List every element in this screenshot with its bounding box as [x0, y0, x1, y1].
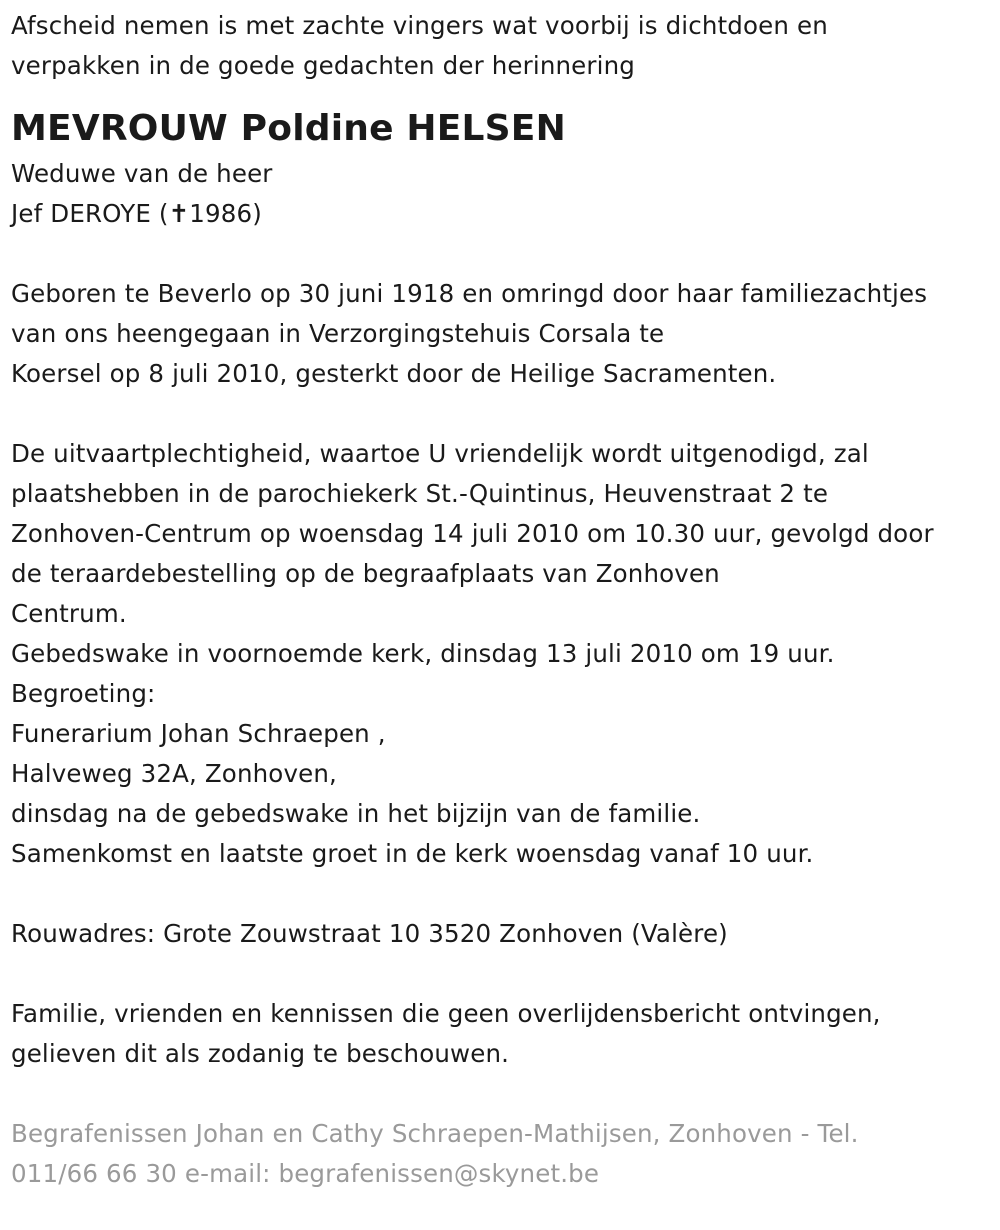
greeting-heading: Begroeting:	[11, 679, 156, 708]
greeting-line: Halveweg 32A, Zonhoven,	[11, 759, 337, 788]
deceased-name: MEVROUW Poldine HELSEN	[11, 108, 566, 149]
gathering-line: Samenkomst en laatste groet in de kerk woensdag vanaf 10 uur.	[11, 839, 814, 868]
address-section	[11, 914, 1000, 954]
greeting-line: dinsdag na de gebedswake in het bijzijn van de familie.	[11, 799, 701, 828]
relation-line: Weduwe van de heer	[11, 159, 273, 188]
undertaker-footer	[11, 1114, 1000, 1194]
birth-line: Koersel op 8 juli 2010, gesterkt door de Heilige Sacramenten.	[11, 359, 777, 388]
funeral-line: Zonhoven-Centrum op woensdag 14 juli 2010 om 10.30 uur, gevolgd door	[11, 519, 934, 548]
funeral-line: De uitvaartplechtigheid, waartoe U vriendelijk wordt uitgenodigd, zal	[11, 439, 869, 468]
wake-line: Gebedswake in voornoemde kerk, dinsdag 13 juli 2010 om 19 uur.	[11, 639, 835, 668]
spacer	[11, 954, 1000, 994]
motto-line: verpakken in de goede gedachten der herinnering	[11, 51, 635, 80]
motto-line: Afscheid nemen is met zachte vingers wat voorbij is dichtdoen en	[11, 11, 828, 40]
funeral-section	[11, 434, 1000, 874]
footer-line: Begrafenissen Johan en Cathy Schraepen-Mathijsen, Zonhoven - Tel.	[11, 1119, 859, 1148]
mourning-address: Rouwadres: Grote Zouwstraat 10 3520 Zonhoven (Valère)	[11, 919, 728, 948]
notice-line: gelieven dit als zodanig te beschouwen.	[11, 1039, 510, 1068]
footer-line: 011/66 66 30 e-mail: begrafenissen@skynet.be	[11, 1159, 600, 1188]
funeral-line: plaatshebben in de parochiekerk St.-Quintinus, Heuvenstraat 2 te	[11, 479, 829, 508]
birth-line: van ons heengegaan in Verzorgingstehuis Corsala te	[11, 319, 665, 348]
spacer	[11, 394, 1000, 434]
birth-section	[11, 274, 1000, 394]
spacer	[11, 234, 1000, 274]
spacer	[11, 874, 1000, 914]
greeting-line: Funerarium Johan Schraepen ,	[11, 719, 386, 748]
notice-line: Familie, vrienden en kennissen die geen overlijdensbericht ontvingen,	[11, 999, 881, 1028]
deceased-section	[11, 104, 1000, 234]
funeral-line: Centrum.	[11, 599, 127, 628]
notice-section	[11, 994, 1000, 1074]
motto-section	[11, 6, 1000, 86]
birth-line: Geboren te Beverlo op 30 juni 1918 en omringd door haar familiezachtjes	[11, 279, 928, 308]
funeral-line: de teraardebestelling op de begraafplaats van Zonhoven	[11, 559, 720, 588]
relation-line: Jef DEROYE (✝1986)	[11, 199, 262, 228]
